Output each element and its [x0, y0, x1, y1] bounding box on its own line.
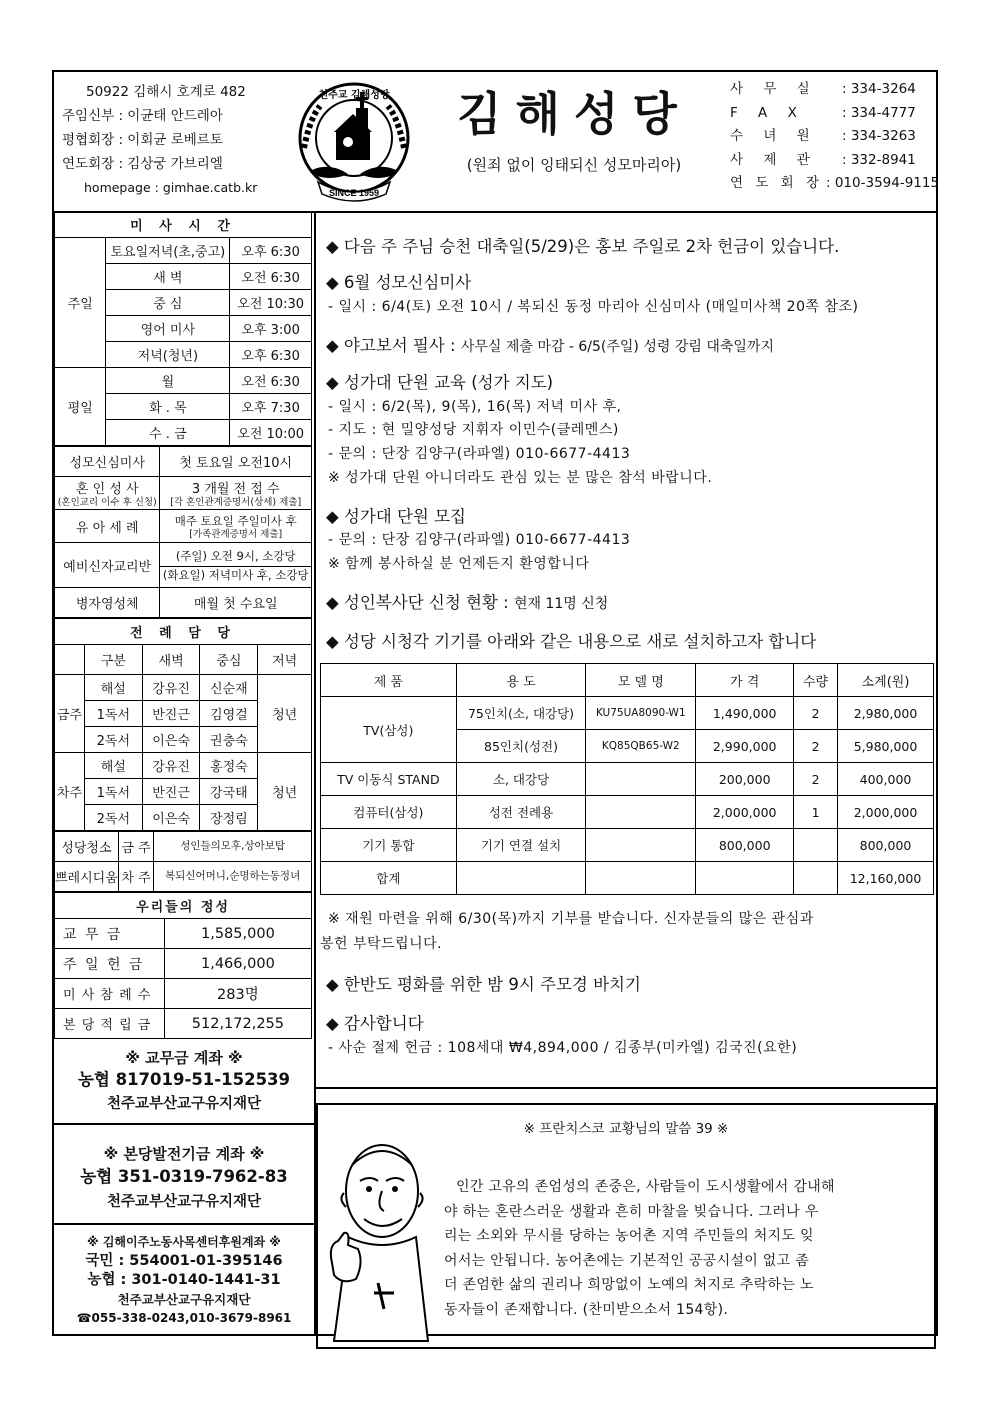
parish-logo-icon	[290, 78, 418, 206]
mass-name: 화 . 목	[106, 394, 230, 420]
liturgy-header: 중심	[200, 645, 258, 675]
sacrament-table	[54, 446, 312, 618]
sacrament-value: 매월 첫 수요일	[160, 588, 312, 618]
mass-name: 수 . 금	[106, 420, 230, 446]
equipment-header: 모 델 명	[586, 664, 696, 697]
sacrament-value: 매주 토요일 주일미사 후 [가족관계증명서 제출]	[160, 510, 312, 543]
pope-quote-box	[316, 1103, 936, 1349]
notice-av-equipment: ◆ 성당 시청각 기기를 아래와 같은 내용으로 새로 설치하고자 합니다	[326, 632, 817, 651]
equipment-header: 소계(원)	[838, 664, 934, 697]
equipment-header: 가 격	[696, 664, 794, 697]
table-row: TV(삼성) 75인치(소, 대강당) KU75UA8090-W1 1,490,000 2 2,980,000	[321, 697, 934, 730]
pope-quote-text: 인간 고유의 존엄성의 존중은, 사람들이 도시생활에서 감내해 야 하는 혼란스러운 생활과 흔히 마찰을 빚습니다. 그러나 우 리는 소외와 무시를 당하는 농어촌 지역 주민들의 처지도 잊 어서는 안됩니다. 농어촌에는 기본적인 공공시설이 없고 좀 더 존엄한 삶의 권리나 희망없이 노예의 처지로 추락하는 노 동자들이 존재합니다. (찬미받으소서 154항).	[444, 1179, 835, 1318]
equipment-header: 용 도	[456, 664, 586, 697]
contact-row: 사 무 실 : 334-3264	[730, 81, 916, 97]
contact-row: 수 녀 원 : 334-3263	[730, 128, 916, 144]
mass-schedule-title: 미 사 시 간	[55, 212, 312, 238]
notice-marian-mass: ◆ 6월 성모신심미사	[326, 273, 472, 292]
mass-time: 오전 10:30	[230, 290, 312, 316]
mass-time: 오후 7:30	[230, 394, 312, 420]
notice-thanks: ◆ 감사합니다	[326, 1014, 424, 1033]
sacrament-value: 3 개월 전 접 수 [각 혼인관계증명서(상세) 제출]	[160, 477, 312, 510]
notice-james-copy: ◆ 야고보서 필사 : 사무실 제출 마감 - 6/5(주일) 성령 강림 대축일까지	[326, 336, 774, 355]
notice-altar-servers: ◆ 성인복사단 신청 현황 : 현재 11명 신청	[326, 593, 609, 612]
equipment-header: 제 품	[321, 664, 457, 697]
mass-time: 오전 10:00	[230, 420, 312, 446]
equipment-table	[320, 663, 934, 895]
sacrament-name: 예비신자교리반	[55, 543, 160, 588]
mass-schedule-table	[54, 211, 312, 446]
notice-choir-training: ◆ 성가대 단원 교육 (성가 지도)	[326, 373, 554, 392]
pope-quote-title: ※ 프란치스코 교황님의 말씀 39 ※	[523, 1121, 729, 1137]
offering-table: 우리들의 정성 교 무 금 1,585,000 주 일 헌 금 1,466,000 미 사 참 례 수 283명 본 당 적 립 금 512,172,255	[54, 892, 312, 1039]
sacrament-name: 병자영성체	[55, 588, 160, 618]
sacrament-name: 혼 인 성 사 (혼인교리 이수 후 신청)	[55, 477, 160, 510]
pope-caricature-icon	[324, 1133, 432, 1343]
council-president: 평협회장 : 이회균 로베르토	[62, 132, 223, 148]
equipment-header: 수량	[794, 664, 838, 697]
notice-choir-recruit: ◆ 성가대 단원 모집	[326, 507, 466, 526]
bulletin-frame: 50922 김해시 호계로 482 주임신부 : 이균태 안드레아 평협회장 : 이회균 로베르토 연도회장 : 김상궁 가브리엘 homepage : gimhae.catb.kr SINCE 1959 천주교 김해성당 김해성당 (원죄 없이 잉태되신 성모마리아) 사 무 실 : 334-3264 F A X : 334-4777 수 녀 원 : 334-3263 사 제 관 : 332-8941 연 도 회 장 : 010-3594-9115 미 사 시 간 주일 토요일저녁(초,중고) 오후 6:30 새 벽 오전 6:30 중 심 오전 10:30 영어 미사 오후 3:00 저녁(청년) 오후 6:30 평일 월 오전 6:30 화 . 목 오후 7:30 수 . 금 오전 10:00 성모신심미사 첫 토요일 오전10시 혼 인 성 사 (혼인교리 이수 후 신청) 3 개월 전 접 수 [각 혼인관계증명서(상세) 제출] 유 아 세 례 매주 토요일 주일미사 후 [가족관계증명서 제출] 예비신자교리반 (주일) 오전 9시, 소강당 (화요일) 저녁미사 후, 소강당 병자영성체 매월 첫 수요일 전 례 담 당 구분 새벽 중심 저녁 금주 해설 강유진 신순재 청년 1독서 반진근 김영걸 2독서 이은숙 권충숙 차주 해설 강유진 홍정숙 청년 1독서 반진근 강국태 2독서 이은숙 장정림 성당청소 금 주 성인들의모후,상아보탑 쁘레시디움 차 주 복되신어머니,순명하는동정녀 우리들의 정성 교 무 금 1,585,000 주 일 헌 금 1,466,000 미 사 참 례 수 283명 본 당 적 립 금 512,172,255 ※ 교무금 계좌 ※ 농협 817019-51-152539 천주교부산교구유지재단 ※ 본당발전기금 계좌 ※ 농협 351-0319-7962-83 천주교부산교구유지재단 ※ 김해이주노동사목센터후원계좌 ※ 국민 : 554001-01-395146 농협 : 301-0140-1441-31 천주교부산교구유지재단 ☎055-338-0243,010-3679-8961 ◆ 다음 주 주님 승천 대축일(5/29)은 홍보 주일로 2차 헌금이 있습니다. ◆ 6월 성모신심미사 - 일시 : 6/4(토) 오전 10시 / 복되신 동정 마리아 신심미사 (매일미사책 20쪽 참조) ◆ 야고보서 필사 : 사무실 제출 마감 - 6/5(주일) 성령 강림 대축일까지 ◆ 성가대 단원 교육 (성가 지도) - 일시 : 6/2(목), 9(목), 16(목) 저녁 미사 후, - 지도 : 현 밀양성당 지휘자 이민수(클레멘스) - 문의 : 단장 김양구(라파엘) 010-6677-4413 ※ 성가대 단원 아니더라도 관심 있는 분 많은 참석 바랍니다. ◆ 성가대 단원 모집 - 문의 : 단장 김양구(라파엘) 010-6677-4413 ※ 함께 봉사하실 분 언제든지 환영합니다 ◆ 성인복사단 신청 현황 : 현재 11명 신청 ◆ 성당 시청각 기기를 아래와 같은 내용으로 새로 설치하고자 합니다 제 품 용 도 모 델 명 가 격 수량 소계(원) TV(삼성) 75인치(소, 대강당) KU75UA8090-W1 1,490,000 2 2,980,000 85인치(성전) KQ85QB65-W2 2,990,000 2 5,980,000 TV 이동식 STAND 소, 대강당 200,000 2 400,000 컴퓨터(삼성) 성전 전례용 2,000,000 1 2,000,000 기기 통합 기기 연결 설치 800,000 800,000 합계 12,160,000 ※ 재원 마련을 위해 6/30(목)까지 기부를 받습니다. 신자분들의 많은 관심과 봉헌 부탁드립니다. ◆ 한반도 평화를 위한 밤 9시 주모경 바치기 ◆ 감사합니다 - 사순 절제 헌금 : 108세대 ₩4,894,000 / 김종부(미카엘) 김국진(요한) ※ 프란치스코 교황님의 말씀 39 ※ 인간 고유의 존엄성의 존중은, 사람들이 도시생활에서 감내해 야 하는 혼란스러운 생활과 흔히 마찰을 빚습니다. 그러나 우 리는 소외와 무시를 당하는 농어촌 지역 주민들의 처지도 잊 어서는 안됩니다. 농어촌에는 기본적인 공공시설이 없고 좀 더 존엄한 삶의 권리나 희망없이 노예의 처지로 추락하는 노 동자들이 존재합니다. (찬미받으소서 154항).	[52, 70, 938, 1336]
mass-time: 오후 3:00	[230, 316, 312, 342]
contact-row: F A X : 334-4777	[730, 104, 916, 121]
table-row: 85인치(성전) KQ85QB65-W2 2,990,000 2 5,980,000	[321, 730, 934, 763]
mass-time: 오전 6:30	[230, 264, 312, 290]
contact-row: 사 제 관 : 332-8941	[730, 151, 916, 168]
sacrament-name: 성모신심미사	[55, 447, 160, 477]
sacrament-value: (주일) 오전 9시, 소강당 (화요일) 저녁미사 후, 소강당	[160, 543, 312, 588]
mass-name: 새 벽	[106, 264, 230, 290]
notice-ascension: ◆ 다음 주 주님 승천 대축일(5/29)은 홍보 주일로 2차 헌금이 있습니다.	[326, 237, 840, 256]
account-box-2: ※ 본당발전기금 계좌 ※ 농협 351-0319-7962-83 천주교부산교구유지재단	[54, 1125, 314, 1225]
table-row: 컴퓨터(삼성) 성전 전례용 2,000,000 1 2,000,000	[321, 796, 934, 829]
next-week-label: 차주	[55, 753, 85, 831]
mass-time: 오후 6:30	[230, 342, 312, 368]
table-row: 기기 통합 기기 연결 설치 800,000 800,000	[321, 829, 934, 862]
liturgy-header: 구분	[84, 645, 142, 675]
sunday-label: 주일	[55, 238, 106, 368]
liturgy-header: 저녁	[258, 645, 312, 675]
weekday-label: 평일	[55, 368, 106, 446]
sacrament-name: 유 아 세 례	[55, 510, 160, 543]
funding-note: ※ 재원 마련을 위해 6/30(목)까지 기부를 받습니다. 신자분들의 많은 관심과	[328, 911, 814, 927]
divider	[314, 1087, 938, 1089]
svg-text:천주교 김해성당: 천주교 김해성당	[318, 90, 390, 101]
table-row: TV 이동식 STAND 소, 대강당 200,000 2 400,000	[321, 763, 934, 796]
mass-name: 저녁(청년)	[106, 342, 230, 368]
mass-name: 월	[106, 368, 230, 394]
offering-title: 우리들의 정성	[55, 893, 312, 919]
account-box-3: ※ 김해이주노동사목센터후원계좌 ※ 국민 : 554001-01-395146 농협 : 301-0140-1441-31 천주교부산교구유지재단 ☎055-338-0243,010-3679-8961	[76, 1235, 292, 1325]
cleaning-table: 성당청소 금 주 성인들의모후,상아보탑 쁘레시디움 차 주 복되신어머니,순명하는동정녀	[54, 831, 312, 892]
mass-name: 토요일저녁(초,중고)	[106, 238, 230, 264]
table-row-total: 합계 12,160,000	[321, 862, 934, 895]
parish-title: 김해성당	[457, 87, 691, 141]
sidebar	[54, 211, 316, 1336]
legion-president: 연도회장 : 김상궁 가브리엘	[62, 156, 223, 172]
account-box-1: ※ 교무금 계좌 ※ 농협 817019-51-152539 천주교부산교구유지재단	[54, 1039, 314, 1125]
bulletin-header	[54, 72, 940, 213]
contact-list	[730, 78, 940, 196]
mass-time: 오전 6:30	[230, 368, 312, 394]
parish-address: 50922 김해시 호계로 482	[86, 84, 246, 100]
mass-name: 영어 미사	[106, 316, 230, 342]
liturgy-header: 새벽	[142, 645, 200, 675]
homepage-link[interactable]: homepage : gimhae.catb.kr	[84, 180, 258, 195]
mass-name: 중 심	[106, 290, 230, 316]
liturgy-table: 전 례 담 당 구분 새벽 중심 저녁 금주 해설 강유진 신순재 청년 1독서 반진근 김영걸 2독서 이은숙 권충숙 차주 해설 강유진 홍정숙 청년 1독서 반진근 강국태 2독서 이은숙 장정림	[54, 618, 312, 831]
liturgy-title: 전 례 담 당	[55, 619, 312, 645]
parish-info	[62, 80, 292, 200]
this-week-label: 금주	[55, 675, 85, 753]
mass-time: 오후 6:30	[230, 238, 312, 264]
contact-row: 연 도 회 장 : 010-3594-9115	[730, 175, 940, 191]
svg-text:SINCE 1959: SINCE 1959	[328, 188, 380, 198]
pastor-name: 주임신부 : 이균태 안드레아	[62, 108, 223, 124]
parish-subtitle: (원죄 없이 잉태되신 성모마리아)	[466, 156, 682, 174]
notice-peace-prayer: ◆ 한반도 평화를 위한 밤 9시 주모경 바치기	[326, 975, 641, 994]
sacrament-value: 첫 토요일 오전10시	[160, 447, 312, 477]
